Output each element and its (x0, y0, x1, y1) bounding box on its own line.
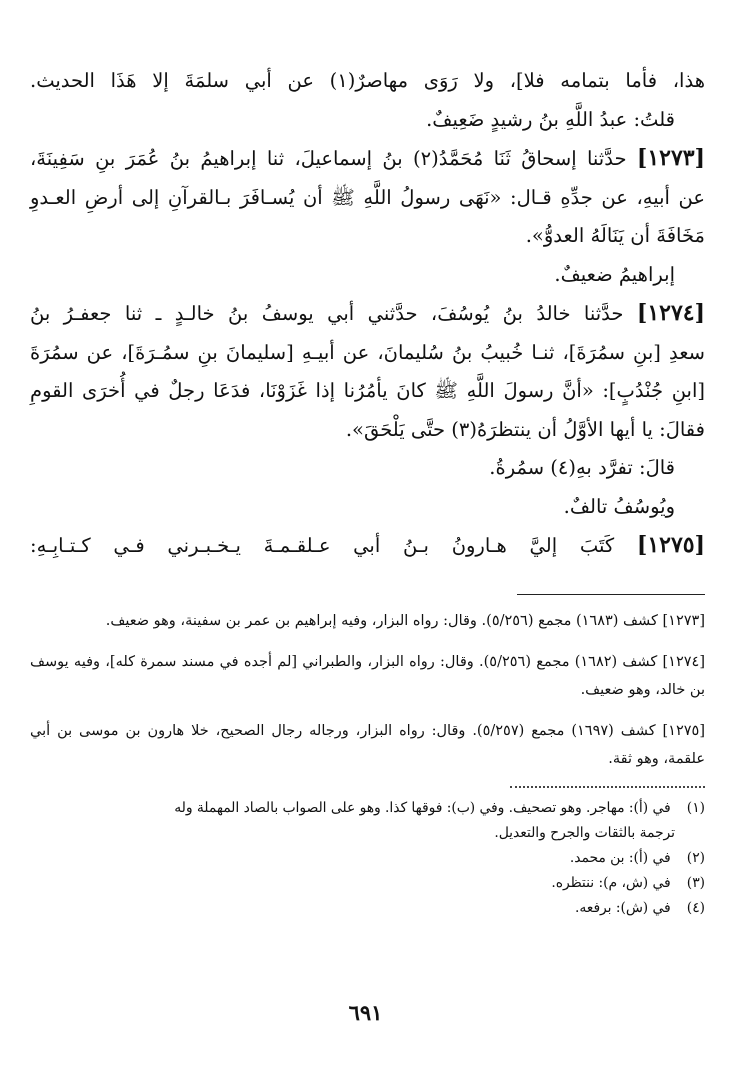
footnote-number: (٤) (686, 899, 705, 916)
main-text (30, 62, 705, 566)
footnote-number: (٣) (686, 874, 705, 891)
footnotes-section (30, 796, 705, 921)
footnote-text: في (أ): مهاجر. وهو تصحيف. وفي (ب): فوقها كذا. وهو على الصواب بالصاد المهملة وله (174, 799, 671, 816)
text-line: إبراهيمُ ضعيفٌ. (554, 262, 675, 286)
hadith-1275-line (30, 526, 705, 566)
page-number: ٦٩١ (348, 1000, 383, 1025)
footnote-3 (30, 871, 705, 896)
hadith-1274-line (30, 294, 705, 334)
text-line: [ابنِ جُنْدُبٍ]: «أنَّ رسولَ اللَّهِ ﷺ كانَ يأمُرُنا إذا غَزَوْنَا، فدَعَا رجلٌ في أُخرَى القومِ (30, 379, 705, 402)
hadith-number-1274: [١٢٧٤] (636, 300, 705, 326)
hadith-number-1273: [١٢٧٣] (636, 145, 705, 171)
text-line: قلتُ: عبدُ اللَّهِ بنُ رشيدٍ ضَعِيفٌ. (426, 107, 675, 131)
footnote-text: في (ش): برفعه. (575, 899, 671, 916)
text-line: هذا، فأما بتمامه فلا]، ولا رَوَى مهاصرٌ(١) عن أبي سلمَةَ إلا هَذَا الحديث. (30, 69, 705, 92)
text-line: فقالَ: يا أيها الأوَّلُ أن ينتظرَهُ(٣) حتَّى يَلْحَقَ». (345, 417, 705, 441)
reference-divider (517, 594, 705, 595)
reference-1275: [١٢٧٥] كشف (١٦٩٧) مجمع (٥/٢٥٧). وقال: رواه البزار، ورجاله رجال الصحيح، خلا هارون بن موسى بن أبي علقمة، وهو ثقة. (30, 722, 705, 767)
text-line: مَخَافَةَ أن يَنَالَهُ العدوُّ». (525, 224, 705, 247)
footnote-1-continued: ترجمة بالثقات والجرح والتعديل. (494, 824, 675, 841)
footnote-text: في (ش، م): ننتظره. (551, 874, 671, 891)
footnote-number: (١) (686, 799, 705, 816)
footnote-2 (30, 846, 705, 871)
text-span: حدَّثنا خالدُ بنُ يُوسُفَ، حدَّثني أبي يوسفُ بنُ خالـدٍ ـ ثنا جعفـرُ بنُ (30, 302, 624, 325)
footnote-divider (510, 786, 705, 788)
footnote-1 (30, 796, 705, 821)
text-span: حدَّثنا إسحاقُ ثَنَا مُحَمَّدُ(٢) بنُ إسماعيلَ، ثنا إبراهيمُ بنُ عُمَرَ بنِ سَفِينَةَ، (30, 147, 627, 170)
reference-1273: [١٢٧٣] كشف (١٦٨٣) مجمع (٥/٢٥٦). وقال: رواه البزار، وفيه إبراهيم بن عمر بن سفينة، وهو ضعيف. (105, 612, 705, 629)
hadith-number-1275: [١٢٧٥] (636, 532, 705, 558)
text-span: كَتَبَ إليَّ هـارونُ بـنُ أبي عـلقـمـةَ يـخـبـرني فـي كـتـابِـهِ: (30, 534, 615, 557)
text-line: سعدِ [بنِ سمُرَةَ]، ثنـا خُبيبُ بنُ سُليمانَ، عن أبيـهِ [سليمانَ بنِ سمُـرَةَ]، عن سمُرَةَ (30, 340, 705, 364)
footnote-4 (30, 896, 705, 921)
reference-1274: [١٢٧٤] كشف (١٦٨٢) مجمع (٥/٢٥٦). وقال: رواه البزار، والطبراني [لم أجده في مسند سمرة كله]، وفيه يوسف بن خالد، وهو ضعيف. (30, 653, 705, 698)
text-line: ويُوسُفُ تالفٌ. (563, 494, 675, 518)
text-line: قالَ: تفرَّد بهِ(٤) سمُرةُ. (489, 456, 675, 479)
text-line: عن أبيهِ، عن جدِّهِ قـال: «نَهَى رسولُ اللَّهِ ﷺ أن يُسـافَرَ بـالقرآنِ إلى أرضِ العـدوِ (30, 185, 705, 209)
footnote-text: في (أ): بن محمد. (569, 849, 671, 866)
references-section (30, 607, 705, 773)
footnote-number: (٢) (686, 849, 705, 866)
hadith-1273-line (30, 139, 705, 179)
